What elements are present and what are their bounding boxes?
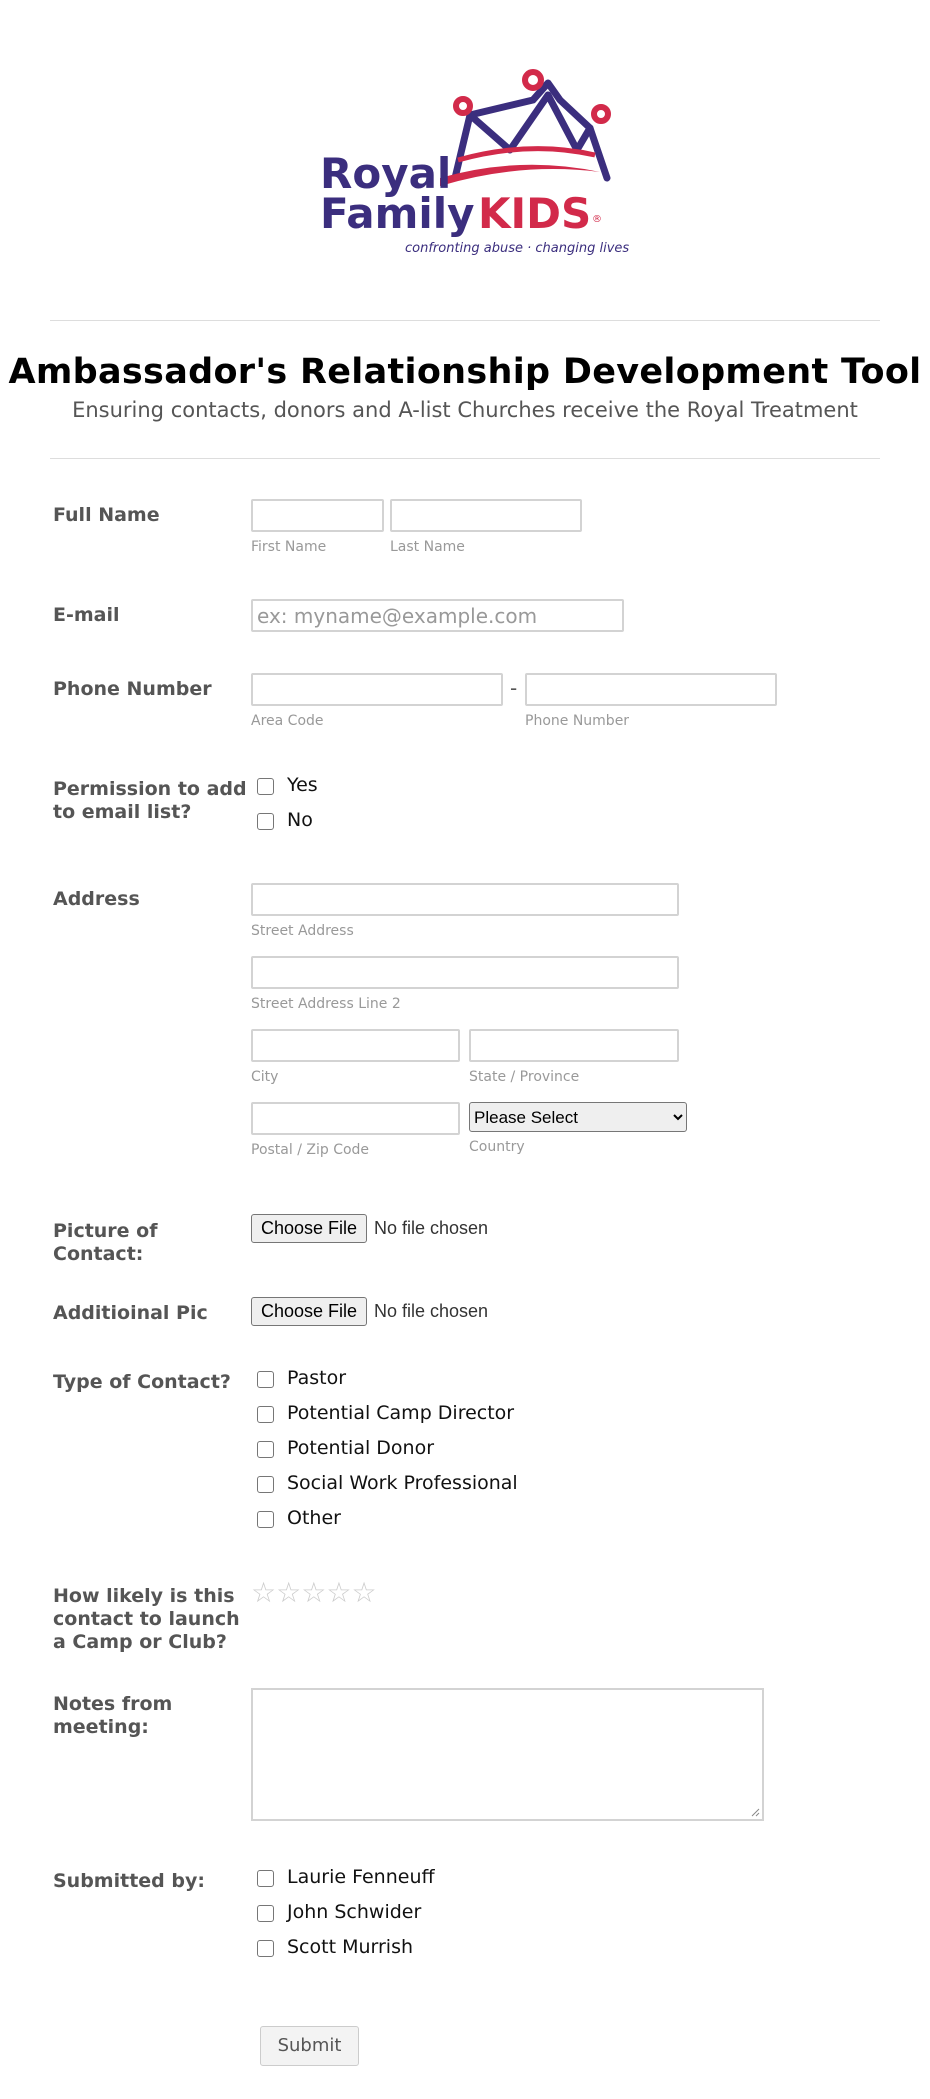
last-name-sublabel: Last Name [390,539,465,555]
contact-type-camp-director-checkbox[interactable] [257,1406,274,1423]
phone-dash: - [510,676,518,700]
email-label: E-mail [53,604,120,626]
permission-yes-checkbox[interactable] [257,778,274,795]
submitted-by-john-label: John Schwider [287,1901,422,1923]
page-title: Ambassador's Relationship Development Tool [8,352,922,392]
permission-yes-label: Yes [287,774,318,796]
street-address-line2-input[interactable] [251,956,679,989]
state-input[interactable] [469,1029,679,1062]
first-name-sublabel: First Name [251,539,327,555]
zip-sublabel: Postal / Zip Code [251,1142,370,1158]
additional-pic-choose-file-button[interactable]: Choose File [251,1297,367,1326]
submitted-by-laurie-checkbox[interactable] [257,1870,274,1887]
contact-type-donor-label: Potential Donor [287,1437,435,1459]
contact-type-social-work-checkbox[interactable] [257,1476,274,1493]
picture-file-status: No file chosen [374,1218,489,1238]
area-code-input[interactable] [251,673,503,706]
crown-logo-graphic [0,0,930,300]
star-icon[interactable]: ☆ [301,1576,327,1609]
contact-type-pastor-checkbox[interactable] [257,1371,274,1388]
notes-label: Notes from meeting: [53,1693,173,1738]
street-address-sublabel: Street Address [251,923,354,939]
page-subtitle: Ensuring contacts, donors and A-list Churches receive the Royal Treatment [72,398,858,422]
contact-type-other-checkbox[interactable] [257,1511,274,1528]
logo-tagline: confronting abuse · changing lives [405,241,630,256]
header-divider-bottom [50,458,880,459]
additional-pic-label: Additioinal Pic [53,1302,208,1324]
full-name-label: Full Name [53,504,160,526]
first-name-input[interactable] [251,499,384,532]
email-input[interactable] [251,599,624,632]
submitted-by-laurie-label: Laurie Fenneuff [287,1866,435,1888]
phone-label: Phone Number [53,678,212,700]
city-input[interactable] [251,1029,460,1062]
contact-type-social-work-label: Social Work Professional [287,1472,518,1494]
street-address-line2-sublabel: Street Address Line 2 [251,996,401,1012]
address-label: Address [53,888,140,910]
logo-word-family: Family [320,189,475,238]
logo-reg-mark: ® [592,214,602,225]
phone-number-sublabel: Phone Number [525,713,630,729]
permission-no-checkbox[interactable] [257,813,274,830]
state-sublabel: State / Province [469,1069,580,1085]
logo-word-royal: Royal [320,149,452,198]
area-code-sublabel: Area Code [251,713,324,729]
phone-number-input[interactable] [525,673,777,706]
submitted-by-john-checkbox[interactable] [257,1905,274,1922]
header-divider-top [50,320,880,321]
star-icon[interactable]: ☆ [351,1576,377,1609]
last-name-input[interactable] [390,499,582,532]
permission-no-label: No [287,809,313,831]
picture-label: Picture of Contact: [53,1220,158,1265]
star-icon[interactable]: ☆ [276,1576,302,1609]
contact-type-other-label: Other [287,1507,341,1529]
star-icon[interactable]: ☆ [251,1576,277,1609]
submitted-by-label: Submitted by: [53,1870,205,1892]
logo-word-kids: KIDS [478,189,592,238]
country-sublabel: Country [469,1139,525,1155]
submit-button[interactable]: Submit [260,2026,359,2066]
street-address-input[interactable] [251,883,679,916]
permission-label: Permission to add to email list? [53,778,247,823]
country-select[interactable] [469,1102,687,1132]
city-sublabel: City [251,1069,279,1085]
contact-type-donor-checkbox[interactable] [257,1441,274,1458]
picture-choose-file-button[interactable]: Choose File [251,1214,367,1243]
likelihood-label: How likely is this contact to launch a Camp or Club? [53,1585,240,1653]
star-icon[interactable]: ☆ [326,1576,352,1609]
logo [0,0,930,300]
submitted-by-scott-checkbox[interactable] [257,1940,274,1957]
submitted-by-scott-label: Scott Murrish [287,1936,414,1958]
contact-type-label: Type of Contact? [53,1371,231,1393]
contact-type-pastor-label: Pastor [287,1367,347,1389]
notes-textarea[interactable] [251,1688,764,1821]
resize-handle-icon[interactable] [750,1807,760,1817]
additional-pic-file-status: No file chosen [374,1301,489,1321]
contact-type-camp-director-label: Potential Camp Director [287,1402,515,1424]
zip-input[interactable] [251,1102,460,1135]
star-rating [251,1576,377,1609]
